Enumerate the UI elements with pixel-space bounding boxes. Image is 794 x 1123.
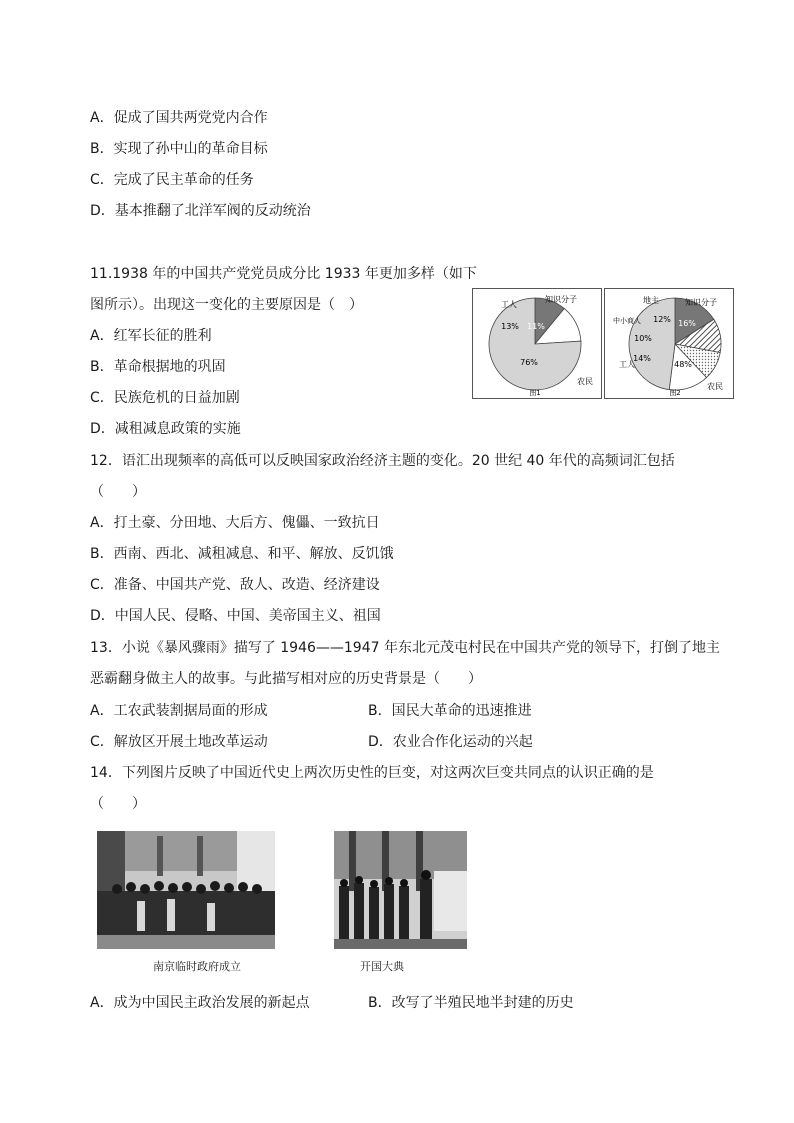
pie2-value-label-2: 10% bbox=[634, 334, 652, 343]
photo1-caption: 南京临时政府成立 bbox=[153, 960, 241, 973]
pie2-label-1: 地主 bbox=[643, 296, 659, 305]
q10-option-b: B．实现了孙中山的革命目标 bbox=[90, 141, 268, 157]
q10-option-a: A．促成了国共两党党内合作 bbox=[90, 110, 268, 126]
pie2-label-3: 工人 bbox=[619, 360, 635, 369]
q12-option-c: C．准备、中国共产党、敌人、改造、经济建设 bbox=[90, 577, 380, 593]
pie2-value-label-0: 16% bbox=[678, 319, 696, 328]
q12-option-d: D．中国人民、侵略、中国、美帝国主义、祖国 bbox=[90, 608, 381, 624]
pie-chart-1 bbox=[472, 288, 602, 399]
q11-stem-line1: 11.1938 年的中国共产党党员成分比 1933 年更加多样（如下 bbox=[90, 266, 477, 282]
q11-option-d: D．减租减息政策的实施 bbox=[90, 421, 241, 437]
q14-option-b: B．改写了半殖民地半封建的历史 bbox=[368, 995, 574, 1011]
q13-option-a: A．工农武装割据局面的形成 bbox=[90, 703, 268, 719]
pie2-title: 图2 bbox=[669, 389, 681, 397]
pie1-value-label-1: 13% bbox=[501, 322, 519, 331]
pie2-value-label-4: 48% bbox=[674, 360, 692, 369]
pie1-value-label-0: 11% bbox=[527, 322, 545, 331]
pie1-label-1: 工人 bbox=[501, 300, 517, 309]
q14-option-a: A．成为中国民主政治发展的新起点 bbox=[90, 995, 310, 1011]
q13-stem-line1: 13．小说《暴风骤雨》描写了 1946——1947 年东北元茂屯村民在中国共产党的领导下，打倒了地主 bbox=[90, 640, 720, 656]
pie2-label-2: 中小商人 bbox=[613, 317, 641, 325]
q10-option-c: C．完成了民主革命的任务 bbox=[90, 172, 254, 188]
pie2-value-label-3: 14% bbox=[633, 354, 651, 363]
pie1-slices bbox=[489, 298, 581, 390]
q11-option-c: C．民族危机的日益加剧 bbox=[90, 390, 240, 406]
q12-stem-line2: （ ） bbox=[90, 484, 146, 500]
photo2-caption: 开国大典 bbox=[360, 960, 404, 973]
q12-option-a: A．打土豪、分田地、大后方、傀儡、一致抗日 bbox=[90, 515, 380, 531]
q10-option-d: D．基本推翻了北洋军阀的反动统治 bbox=[90, 203, 311, 219]
q11-option-a: A．红军长征的胜利 bbox=[90, 328, 212, 344]
q12-option-b: B．西南、西北、减租减息、和平、解放、反饥饿 bbox=[90, 546, 394, 562]
q13-option-b: B．国民大革命的迅速推进 bbox=[368, 703, 532, 719]
pie2-label-4: 农民 bbox=[707, 382, 723, 391]
q11-stem-line2: 图所示）。出现这一变化的主要原因是（ ） bbox=[90, 297, 363, 313]
pie2-slices bbox=[629, 298, 721, 390]
pie2-value-label-1: 12% bbox=[653, 315, 671, 324]
pie1-label-2: 农民 bbox=[577, 377, 593, 386]
q14-stem-line1: 14．下列图片反映了中国近代史上两次历史性的巨变，对这两次巨变共同点的认识正确的是 bbox=[90, 765, 654, 781]
photo-founding-ceremony bbox=[334, 831, 467, 949]
q13-stem-line2: 恶霸翻身做主人的故事。与此描写相对应的历史背景是（ ） bbox=[90, 671, 482, 687]
photo-nanjing-provisional-government bbox=[97, 831, 275, 949]
q12-stem-line1: 12．语汇出现频率的高低可以反映国家政治经济主题的变化。20 世纪 40 年代的高频词汇包括 bbox=[90, 453, 675, 469]
pie2-label-0: 知识分子 bbox=[685, 298, 717, 307]
q13-option-d: D．农业合作化运动的兴起 bbox=[368, 734, 533, 750]
pie1-label-0: 知识分子 bbox=[545, 295, 577, 304]
pie-chart-2 bbox=[604, 288, 734, 399]
q13-option-c: C．解放区开展土地改革运动 bbox=[90, 734, 268, 750]
pie1-value-label-2: 76% bbox=[520, 358, 538, 367]
pie2-slice-4 bbox=[629, 298, 675, 390]
q14-stem-line2: （ ） bbox=[90, 796, 146, 812]
q11-option-b: B．革命根据地的巩固 bbox=[90, 359, 226, 375]
pie1-title: 图1 bbox=[529, 389, 541, 397]
